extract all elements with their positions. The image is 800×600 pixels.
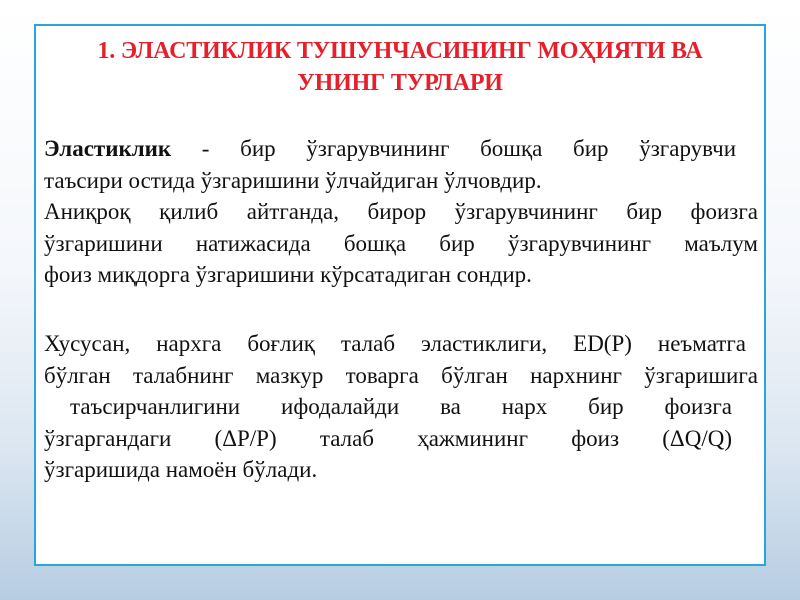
paragraph-line: Аниқроқ қилиб айтганда, бирор ўзгарувчининг бир фоизга (44, 199, 758, 224)
paragraph-line: Эластиклик - бир ўзгарувчининг бошқа бир ўзгарувчи (44, 136, 737, 161)
paragraph-line: ўзгаргандаги (ΔP/P) талаб ҳажмининг фоиз (ΔQ/Q) (44, 425, 732, 451)
slide-title-line-2: УНИНГ ТУРЛАРИ (297, 70, 503, 96)
paragraph-line: ўзгаришини натижасида бошқа бир ўзгарувчининг маълум (44, 230, 758, 256)
slide-title (36, 35, 764, 99)
paragraph-line: бўлган талабнинг мазкур товарга бўлган нархнинг ўзгаришига (44, 362, 758, 388)
slide-title-line-1: 1. ЭЛАСТИКЛИК ТУШУНЧАСИНИНГ МОҲИЯТИ ВА (97, 38, 703, 64)
paragraph-line: ўзгаришида намоён бўлади. (44, 457, 318, 482)
price-elasticity-paragraph (44, 328, 758, 486)
slide-content-frame (34, 24, 766, 566)
definition-paragraph (44, 133, 758, 291)
paragraph-line: фоиз миқдорга ўзгаришини кўрсатадиган сондир. (44, 262, 532, 287)
paragraph-line: таъсирчанлигини ифодалайди ва нарх бир фоизга (70, 394, 732, 419)
paragraph-line: Хусусан, нархга боғлиқ талаб эластиклиги, ED(P) неъматга (44, 331, 746, 356)
definition-term: Эластиклик (44, 136, 172, 161)
paragraph-line: таъсири остида ўзгаришини ўлчайдиган ўлчовдир. (44, 167, 542, 193)
